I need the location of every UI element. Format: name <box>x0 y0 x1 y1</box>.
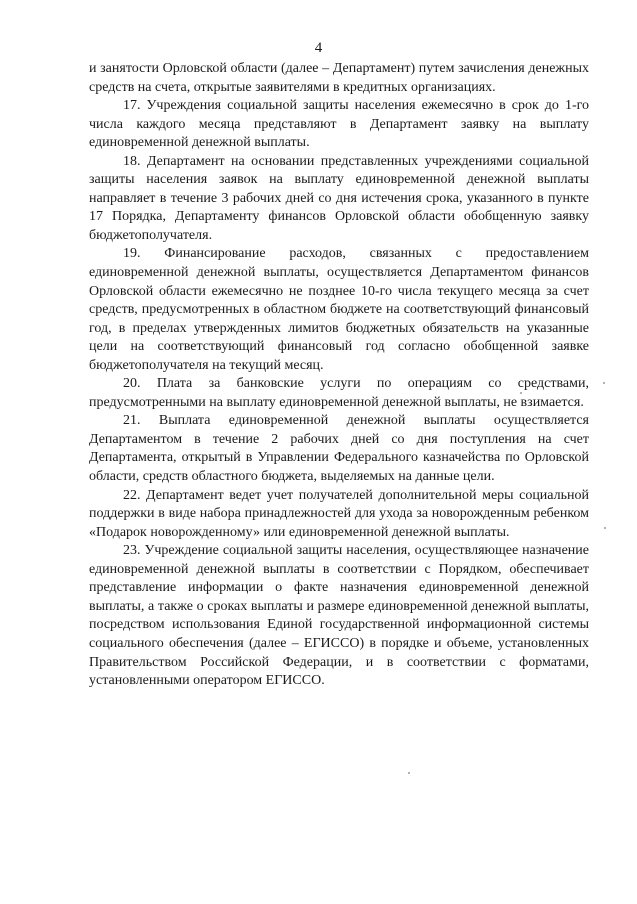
paragraph-23: 23. Учреждение социальной защиты населения, осуществляющее назначение единовременной денежной выплаты в соответствии с Порядком, обеспечивает представление информации о факте назначения единовременной денежной выплаты, а также о сроках выплаты и размере единовременной денежной выплаты, посредством использования Единой государственной информационной системы социального обеспечения (далее – ЕГИССО) в порядке и объеме, установленных Правительством Российской Федерации, и в соответствии с форматами, установленными оператором ЕГИССО. <box>89 543 589 689</box>
paragraph-20: 20. Плата за банковские услуги по операциям со средствами, предусмотренными на выплату единовременной денежной выплаты, не взимается. <box>89 376 589 410</box>
scan-speck <box>408 772 410 774</box>
paragraph-18: 18. Департамент на основании представленных учреждениями социальной защиты населения заявок на выплату единовременной денежной выплаты направляет в течение 3 рабочих дней со дня истечения срока, указанного в пункте 17 Порядка, Департаменту финансов Орловской области обобщенную заявку бюджетополучателя. <box>89 153 589 243</box>
document-body <box>89 60 589 691</box>
page-number: 4 <box>314 40 323 56</box>
scan-speck <box>520 392 522 394</box>
scan-speck <box>603 382 605 384</box>
paragraph-19: 19. Финансирование расходов, связанных с предоставлением единовременной денежной выплаты, осуществляется Департаментом финансов Орловской области ежемесячно не позднее 10-го числа текущего месяца за счет средств, предусмотренных в областном бюджете на соответствующий финансовый год, в пределах утвержденных лимитов бюджетных обязательств на указанные цели на соответствующий финансовый год согласно обобщенной заявке бюджетополучателя на текущий месяц. <box>89 246 589 373</box>
paragraph-continuation: и занятости Орловской области (далее – Департамент) путем зачисления денежных средств на счета, открытые заявителями в кредитных организациях. <box>89 61 589 95</box>
scan-speck <box>604 527 606 529</box>
paragraph-21: 21. Выплата единовременной денежной выплаты осуществляется Департаментом в течение 2 рабочих дней со дня поступления на счет Департамента, открытый в Управлении Федерального казначейства по Орловской области, средств областного бюджета, выделяемых на данные цели. <box>89 413 589 485</box>
paragraph-22: 22. Департамент ведет учет получателей дополнительной меры социальной поддержки в виде набора принадлежностей для ухода за новорожденным ребенком «Подарок новорожденному» или единовременной денежной выплаты. <box>89 487 589 540</box>
paragraph-17: 17. Учреждения социальной защиты населения ежемесячно в срок до 1-го числа каждого месяца представляют в Департамент заявку на выплату единовременной денежной выплаты. <box>89 98 589 151</box>
